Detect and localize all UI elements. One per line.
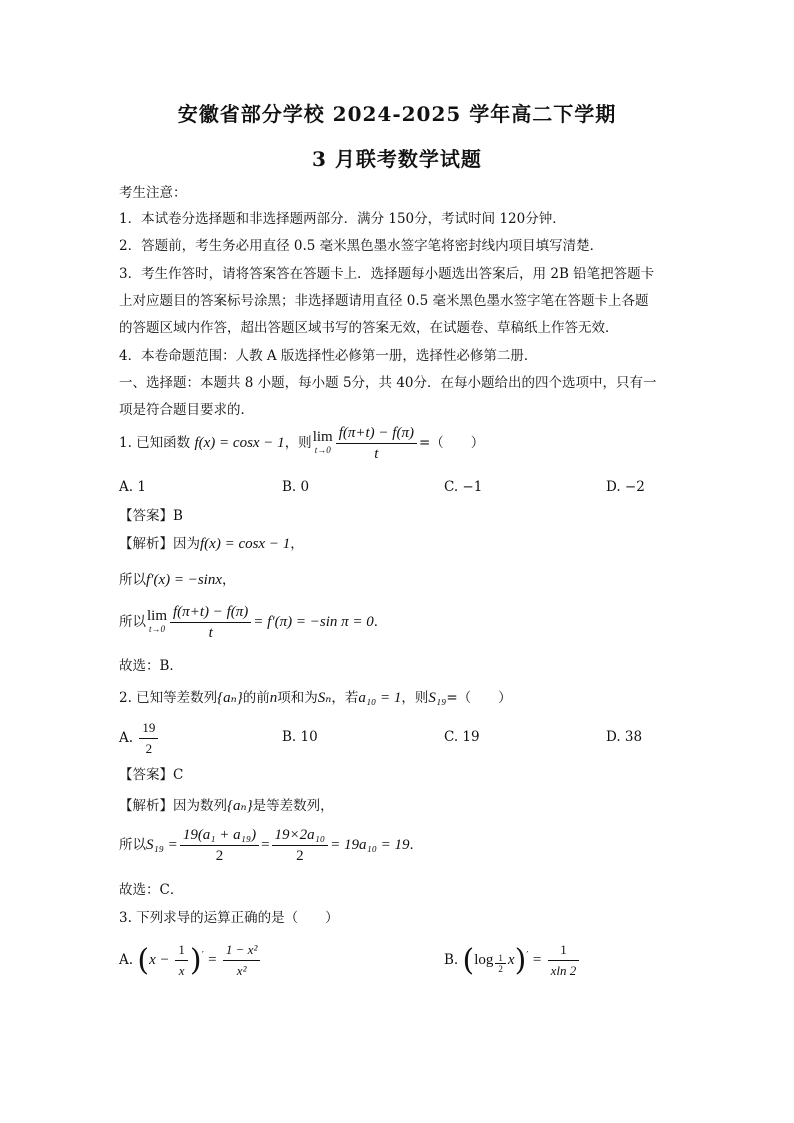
notice-item-3c: 的答题区域内作答，超出答题区域书写的答案无效，在试题卷、草稿纸上作答无效． <box>119 320 619 336</box>
q1-answer: 【答案】B <box>119 508 183 524</box>
q1-choose: 故选：B． <box>119 658 183 674</box>
notice-item-3a: 3．考生作答时，请将答案答在答题卡上．选择题每小题选出答案后，用 2B 铅笔把答题卡 <box>119 266 655 282</box>
q2-sum-derivation: 所以S₁₉ = $\frac{\text{19(a₁ + a₁₉)}}{2}$ = $\frac{\text{19×2a₁₀}}{2}$ = 19a₁₀ = 19． <box>119 827 424 864</box>
q2-option-c: C. 19 <box>444 729 480 745</box>
question-2-stem: 2. 已知等差数列{aₙ}的前n项和为Sₙ，若a₁₀ = 1，则S₁₉=（ ） <box>119 690 512 706</box>
q1-limit: lim t→0 <box>312 428 333 455</box>
q1-option-c: C. −1 <box>444 479 483 495</box>
q1-function: f(x) = cosx − 1 <box>194 435 285 451</box>
q2-choose: 故选：C． <box>119 882 184 898</box>
q1-option-b: B. 0 <box>282 479 310 495</box>
q2-option-d: D. 38 <box>606 729 643 745</box>
section-heading-line1: 一、选择题：本题共 8 小题，每小题 5分，共 40分．在每小题给出的四个选项中，只有一 <box>119 375 657 391</box>
q2-option-b: B. 10 <box>282 729 318 745</box>
notice-item-2: 2．答题前，考生务必用直径 0.5 毫米黑色墨水签字笔将密封线内项目填写清楚． <box>119 238 604 254</box>
q1-option-a: A. 1 <box>119 479 146 495</box>
question-3-stem: 3. 下列求导的运算正确的是（ ） <box>119 910 339 926</box>
notice-item-4: 4．本卷命题范围：人教 A 版选择性必修第一册，选择性必修第二册． <box>119 348 538 364</box>
section-heading-line2: 项是符合题目要求的． <box>119 402 254 418</box>
notice-heading: 考生注意： <box>119 185 187 201</box>
q2-analysis: 【解析】因为数列{aₙ}是等差数列， <box>119 798 334 814</box>
q3-option-a: A. (x − $\frac{1}{x}$ )′ = $\frac{\text{1 − x²}}{\text{x²}}$ <box>119 940 262 981</box>
exam-title-line2: 3 月联考数学试题 <box>312 147 482 171</box>
q2-answer: 【答案】C <box>119 767 184 783</box>
q1-analysis: 【解析】因为f(x) = cosx − 1， <box>119 536 304 552</box>
notice-item-3b: 上对应题目的答案标号涂黑；非选择题请用直径 0.5 毫米黑色墨水签字笔在答题卡上各题 <box>119 293 649 309</box>
notice-item-1: 1．本试卷分选择题和非选择题两部分．满分 150分，考试时间 120分钟． <box>119 211 566 227</box>
q2-option-a: A. $\frac{19}{2}$ <box>119 718 160 759</box>
q1-limit-result: 所以 lim t→0 $\frac{f(\pi+t) - f(\pi)}{t}$ = f′(π) = −sin π = 0． <box>119 604 388 641</box>
exam-title-line1: 安徽省部分学校 2024-2025 学年高二下学期 <box>177 102 617 126</box>
question-1-stem: 1. 已知函数 f(x) = cosx − 1，则 lim t→0 $\frac{f(\pi+t) - f(\pi)}{t}$ =（ ） <box>119 425 485 462</box>
q1-derivative: 所以f′(x) = −sinx， <box>119 572 236 588</box>
q1-option-d: D. −2 <box>606 479 645 495</box>
q1-fraction: $\frac{f(\pi+t) - f(\pi)}{t}$ <box>336 423 417 464</box>
q3-option-b: B. (log $\frac{1}{2}$ x)′ = $\frac{1}{xln 2}$ <box>444 940 581 981</box>
